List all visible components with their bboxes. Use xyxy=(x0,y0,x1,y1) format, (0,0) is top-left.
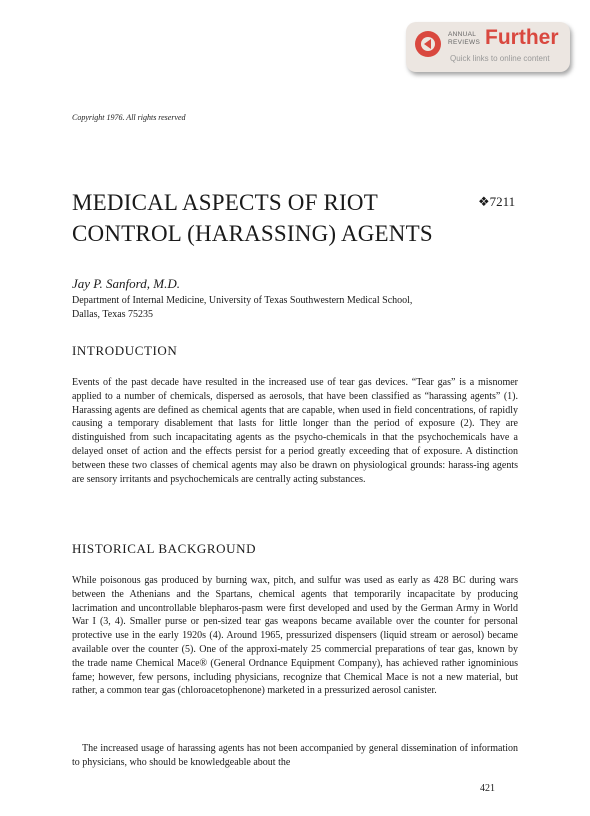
historical-paragraph-2: The increased usage of harassing agents has not been accompanied by general dissemination of information to physicians, who should be knowledgeable about the xyxy=(72,743,518,768)
title-line-1: MEDICAL ASPECTS OF RIOT xyxy=(72,190,378,215)
article-code: ❖7211 xyxy=(478,194,516,209)
title-line-2: CONTROL (HARASSING) AGENTS xyxy=(72,221,433,246)
author-name: Jay P. Sanford, M.D. xyxy=(72,276,180,291)
section-heading-historical-background: HISTORICAL BACKGROUND xyxy=(72,541,257,556)
badge-line-reviews: REVIEWS xyxy=(448,38,481,46)
badge-further-label: Further xyxy=(485,26,559,49)
introduction-paragraph: Events of the past decade have resulted in the increased use of tear gas devices. “Tear gas” is a misnomer applied to a number of chemicals, dispersed as aerosols, that have been classified as “harassing agents” (1). Harassing agents are defined as chemical agents that are capable, when used in field concentrations, of rapidly causing a temporary disablement that lasts for little longer than the period of exposure (2). They are distinguished from such incapacitating agents as the psycho-chemicals in that the psychochemicals have a delayed onset of action and the effects persist for a period greatly exceeding that of exposure. A distinction between these two classes of chemical agents may also be drawn on physiological grounds: harass-ing agents are sensory irritants and psychochemicals are centrally acting substances. xyxy=(72,377,518,485)
affiliation-line-1: Department of Internal Medicine, University of Texas Southwestern Medical School, xyxy=(72,295,413,306)
affiliation-line-2: Dallas, Texas 75235 xyxy=(72,309,154,320)
page-number: 421 xyxy=(480,783,495,794)
section-heading-introduction: INTRODUCTION xyxy=(72,343,178,358)
badge-brand-text xyxy=(448,31,480,46)
annual-reviews-further-badge[interactable] xyxy=(406,22,570,72)
article-title xyxy=(72,187,433,249)
badge-subtitle: Quick links to online content xyxy=(450,54,550,63)
badge-line-annual: ANNUAL xyxy=(448,31,477,38)
copyright-notice: Copyright 1976. All rights reserved xyxy=(72,113,186,122)
annual-reviews-logo-icon xyxy=(415,31,441,57)
historical-paragraph-1: While poisonous gas produced by burning wax, pitch, and sulfur was used as early as 428 BC during wars between the Athenians and the Spartans, chemical agents that temporarily incapacitate by producing lacrimation and uncontrollable blepharos-pasm were first developed and used by the German Army in World War I (3, 4). Smaller purse or pen-sized tear gas weapons became available over the counter for personal protective use in the early 1920s (4). Around 1965, pressurized dispensers (liquid stream or aerosol) became available over the counter (5). One of the approxi-mately 25 commercial preparations of tear gas, known by the trade name Chemical Mace® (General Ordnance Equipment Company), has achieved rather ignominious fame; however, few persons, including physicians, recognize that Chemical Mace is not a new material, but rather, a common tear gas (chloroacetophenone) marketed in a pressurized aerosol canister. xyxy=(72,575,518,697)
author-affiliation xyxy=(72,294,492,322)
